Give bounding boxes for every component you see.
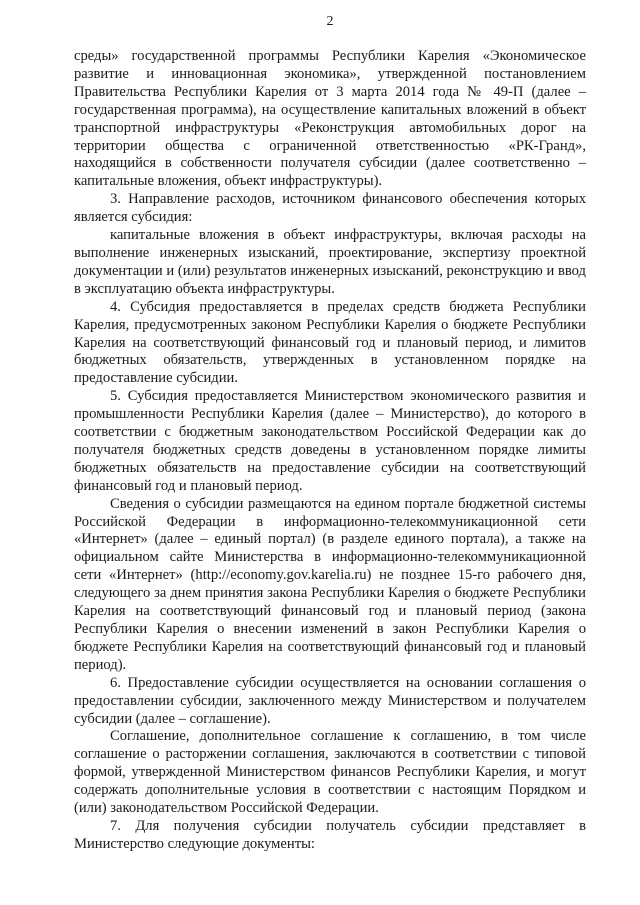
paragraph: 3. Направление расходов, источником финансового обеспечения которых является субсидия:	[74, 191, 586, 226]
document-body	[74, 48, 586, 854]
paragraph: среды» государственной программы Республики Карелия «Экономическое развитие и инновационная экономика», утвержденной постановлением Правительства Республики Карелия от 3 марта 2014 года № 49-П (далее – государственная программа), на осуществление капитальных вложений в объект транспортной инфраструктуры «Реконструкция автомобильных дорог на территории общества с ограниченной ответственностью «РК-Гранд», находящийся в собственности получателя субсидии (далее соответственно – капитальные вложения, объект инфраструктуры).	[74, 48, 586, 190]
paragraph: капитальные вложения в объект инфраструктуры, включая расходы на выполнение инженерных изысканий, проектирование, экспертизу проектной документации и (или) результатов инженерных изысканий, реконструкцию и ввод в эксплуатацию объекта инфраструктуры.	[74, 227, 586, 297]
paragraph: 5. Субсидия предоставляется Министерством экономического развития и промышленности Республики Карелия (далее – Министерство), до которого в соответствии с бюджетным законодательством Российской Федерации как до получателя бюджетных средств доведены в установленном порядке лимиты бюджетных обязательств на предоставление субсидии на соответствующий финансовый год и плановый период.	[74, 388, 586, 494]
page-number: 2	[326, 14, 334, 29]
paragraph: Сведения о субсидии размещаются на едином портале бюджетной системы Российской Федерации в информационно-телекоммуникационной сети «Интернет» (далее – единый портал) (в разделе единого портала), а также на официальном сайте Министерства в информационно-телекоммуникационной сети «Интернет» (http://economy.gov.karelia.ru) не позднее 15-го рабочего дня, следующего за днем принятия закона Республики Карелия о бюджете Республики Карелия на соответствующий финансовый год и плановый период (закона Республики Карелия о внесении изменений в закон Республики Карелия о бюджете Республики Карелия на соответствующий финансовый год и плановый период).	[74, 495, 586, 673]
paragraph: Соглашение, дополнительное соглашение к соглашению, в том числе соглашение о расторжении соглашения, заключаются в соответствии с типовой формой, утвержденной Министерством финансов Республики Карелия, и могут содержать дополнительные условия в соответствии с настоящим Порядком и (или) законодательством Российской Федерации.	[74, 728, 586, 817]
paragraph: 4. Субсидия предоставляется в пределах средств бюджета Республики Карелия, предусмотренных законом Республики Карелия о бюджете Республики Карелия на соответствующий финансовый год и плановый период, и лимитов бюджетных обязательств, утвержденных в установленном порядке на предоставление субсидии.	[74, 298, 586, 387]
paragraph: 7. Для получения субсидии получатель субсидии представляет в Министерство следующие документы:	[74, 817, 586, 852]
paragraph: 6. Предоставление субсидии осуществляется на основании соглашения о предоставлении субсидии, заключенного между Министерством и получателем субсидии (далее – соглашение).	[74, 674, 586, 727]
